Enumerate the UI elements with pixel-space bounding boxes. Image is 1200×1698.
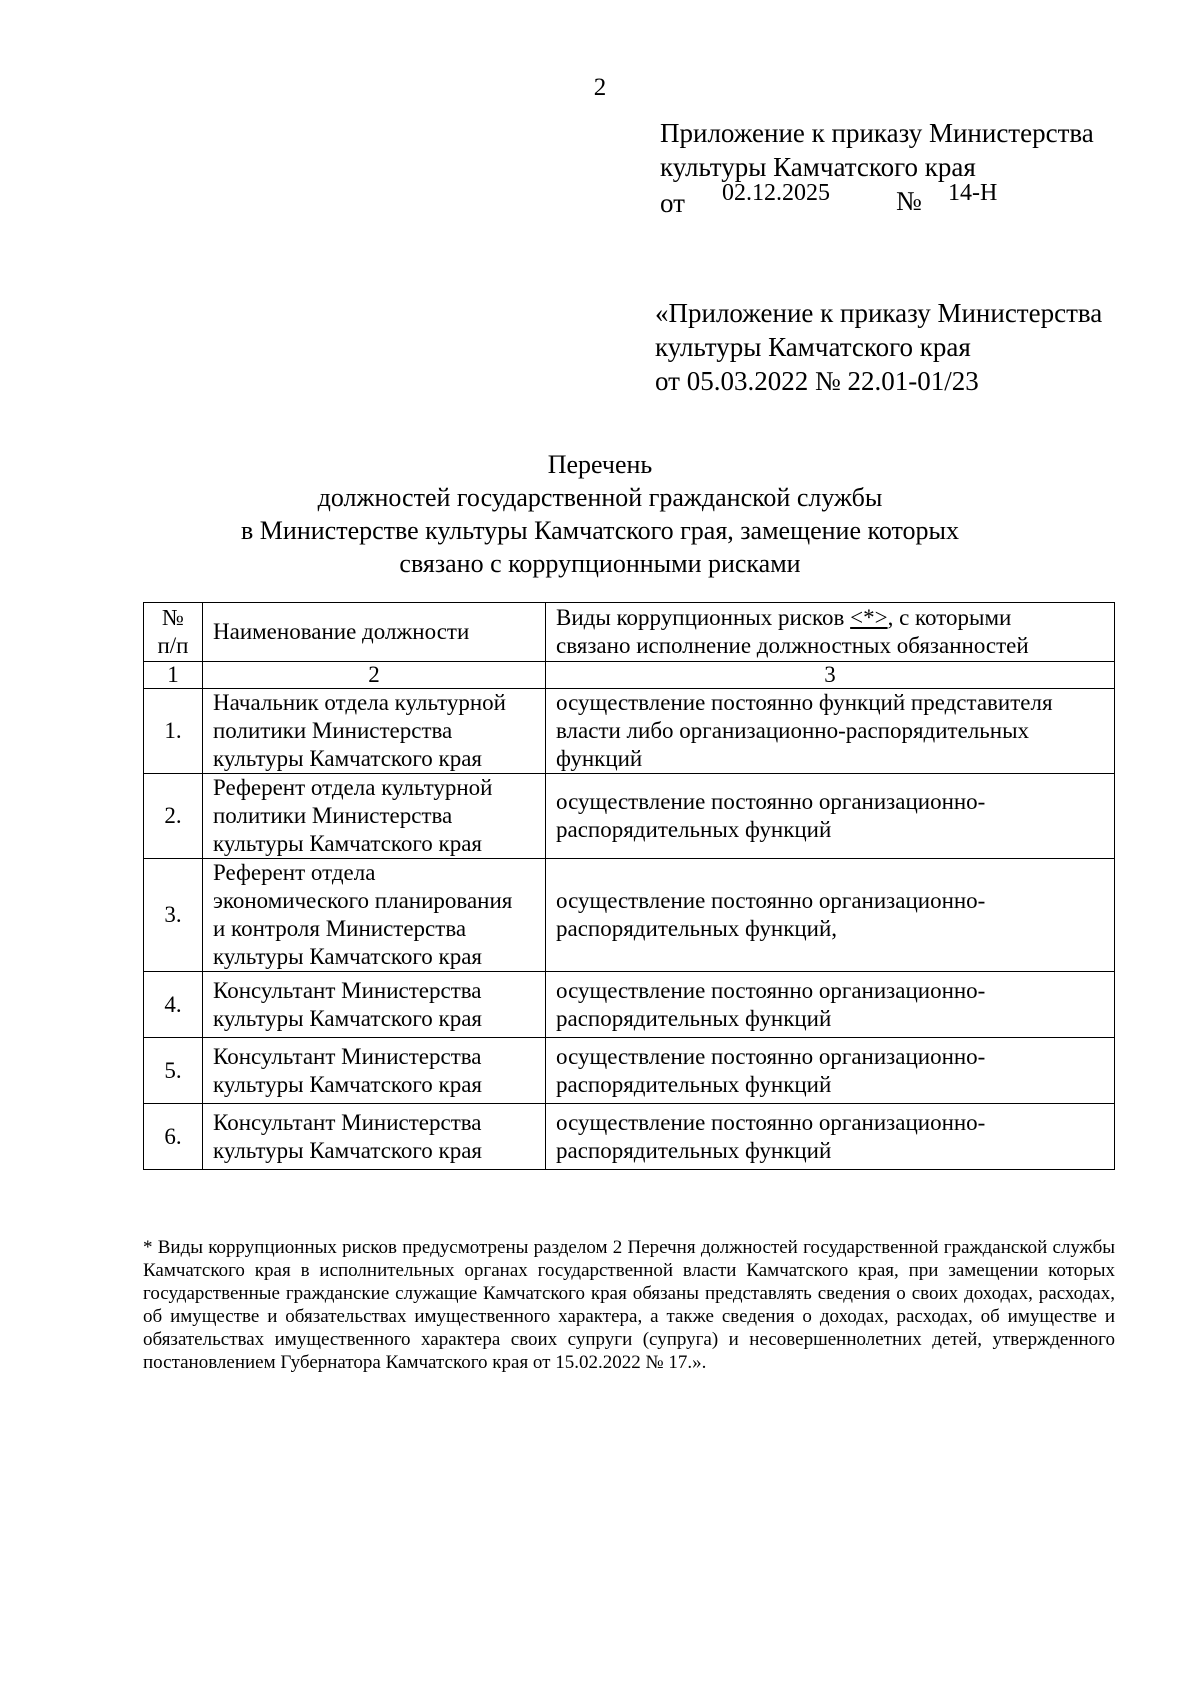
row-number: 4. bbox=[144, 972, 203, 1038]
row-number: 2. bbox=[144, 774, 203, 859]
position-name bbox=[203, 774, 546, 859]
table-row bbox=[144, 689, 1115, 774]
title-line-2: должностей государственной гражданской службы bbox=[317, 483, 883, 512]
row-number: 6. bbox=[144, 1104, 203, 1170]
table-row bbox=[144, 972, 1115, 1038]
position-name-line: культуры Камчатского края bbox=[213, 746, 482, 771]
position-name-line: культуры Камчатского края bbox=[213, 1071, 482, 1097]
header-number-pp: п/п bbox=[157, 633, 189, 658]
order-number-label: № bbox=[896, 186, 922, 216]
corruption-risks-line: осуществление постоянно организационно- bbox=[556, 789, 986, 814]
corruption-risks bbox=[546, 774, 1115, 859]
corruption-risks-line: власти либо организационно-распорядительных bbox=[556, 718, 1030, 743]
row-number: 1. bbox=[144, 689, 203, 774]
column-number-1: 1 bbox=[144, 662, 203, 689]
table-header-row bbox=[144, 603, 1115, 662]
header-risks-line-2: связано исполнение должностных обязанностей bbox=[556, 633, 1029, 658]
row-number: 5. bbox=[144, 1038, 203, 1104]
column-numbers-row bbox=[144, 662, 1115, 689]
row-number: 3. bbox=[144, 859, 203, 972]
quoted-appendix-line-2: культуры Камчатского края bbox=[655, 332, 971, 362]
corruption-risks-line: распорядительных функций bbox=[556, 1137, 832, 1163]
order-from-label: от bbox=[660, 188, 685, 218]
corruption-risks-line: распорядительных функций bbox=[556, 817, 832, 842]
position-name-line: экономического планирования bbox=[213, 888, 513, 913]
corruption-risks-line: осуществление постоянно организационно- bbox=[556, 1109, 986, 1135]
quoted-appendix-line-3: от 05.03.2022 № 22.01-01/23 bbox=[655, 366, 979, 396]
corruption-risks-line: осуществление постоянно функций представителя bbox=[556, 690, 1053, 715]
corruption-risks bbox=[546, 1104, 1115, 1170]
position-name-line: политики Министерства bbox=[213, 718, 453, 743]
title-line-3: в Министерстве культуры Камчатского грая, замещение которых bbox=[241, 516, 959, 545]
position-name-line: Начальник отдела культурной bbox=[213, 690, 506, 715]
position-name-line: Консультант Министерства bbox=[213, 1109, 482, 1135]
header-risks-prefix: Виды коррупционных рисков bbox=[556, 605, 851, 630]
corruption-risks bbox=[546, 1038, 1115, 1104]
header-number-sign: № bbox=[162, 605, 184, 630]
appendix-header bbox=[660, 116, 1094, 184]
position-name-line: Референт отдела bbox=[213, 860, 376, 885]
positions-table bbox=[143, 602, 1115, 1170]
position-name bbox=[203, 972, 546, 1038]
corruption-risks bbox=[546, 972, 1115, 1038]
column-number-2: 2 bbox=[203, 662, 546, 689]
header-number bbox=[144, 603, 203, 662]
corruption-risks bbox=[546, 689, 1115, 774]
header-risks bbox=[546, 603, 1115, 662]
page-number: 2 bbox=[593, 74, 607, 101]
quoted-appendix-line-1: «Приложение к приказу Министерства bbox=[655, 298, 1103, 328]
column-number-3: 3 bbox=[546, 662, 1115, 689]
table-row bbox=[144, 1104, 1115, 1170]
order-date: 02.12.2025 bbox=[722, 180, 830, 206]
position-name-line: Референт отдела культурной bbox=[213, 775, 493, 800]
corruption-risks-line: распорядительных функций, bbox=[556, 916, 838, 941]
position-name bbox=[203, 1104, 546, 1170]
order-number: 14-Н bbox=[948, 180, 998, 206]
header-position: Наименование должности bbox=[203, 603, 546, 662]
position-name-line: политики Министерства bbox=[213, 803, 453, 828]
position-name-line: и контроля Министерства bbox=[213, 916, 467, 941]
table-row bbox=[144, 1038, 1115, 1104]
footnote-text: * Виды коррупционных рисков предусмотрены разделом 2 Перечня должностей государственной гражданской службы Камчатского края в исполнительных органах государственной власти Камчатского края, при замещении которых государственные гражданские служащие Камчатского края обязаны представлять сведения о своих доходах, расходах, об имуществе и обязательствах имущественного характера, а также сведения о доходах, расходах, об имуществе и обязательствах имущественного характера своих супруги (супруга) и несовершеннолетних детей, утвержденного постановлением Губернатора Камчатского края от 15.02.2022 № 17.». bbox=[143, 1237, 1115, 1373]
corruption-risks-line: распорядительных функций bbox=[556, 1071, 832, 1097]
position-name bbox=[203, 689, 546, 774]
position-name-line: культуры Камчатского края bbox=[213, 1137, 482, 1163]
header-risks-suffix: , с которыми bbox=[887, 605, 1012, 630]
footnote-link[interactable]: <*> bbox=[850, 605, 888, 630]
quoted-appendix-header bbox=[655, 296, 1102, 398]
position-name-line: Консультант Министерства bbox=[213, 977, 482, 1003]
position-name-line: культуры Камчатского края bbox=[213, 944, 482, 969]
corruption-risks-line: функций bbox=[556, 746, 643, 771]
appendix-line-2: культуры Камчатского края bbox=[660, 152, 976, 182]
title-line-4: связано с коррупционными рисками bbox=[399, 549, 801, 578]
position-name-line: культуры Камчатского края bbox=[213, 831, 482, 856]
position-name-line: культуры Камчатского края bbox=[213, 1005, 482, 1031]
footnote bbox=[143, 1236, 1115, 1374]
position-name bbox=[203, 859, 546, 972]
corruption-risks-line: осуществление постоянно организационно- bbox=[556, 888, 986, 913]
table-row bbox=[144, 859, 1115, 972]
position-name-line: Консультант Министерства bbox=[213, 1043, 482, 1069]
corruption-risks bbox=[546, 859, 1115, 972]
position-name bbox=[203, 1038, 546, 1104]
appendix-line-1: Приложение к приказу Министерства bbox=[660, 118, 1094, 148]
corruption-risks-line: осуществление постоянно организационно- bbox=[556, 977, 986, 1003]
title-line-1: Перечень bbox=[547, 450, 653, 479]
table-row bbox=[144, 774, 1115, 859]
document-title bbox=[0, 448, 1200, 580]
corruption-risks-line: осуществление постоянно организационно- bbox=[556, 1043, 986, 1069]
corruption-risks-line: распорядительных функций bbox=[556, 1005, 832, 1031]
order-details bbox=[660, 180, 1080, 218]
